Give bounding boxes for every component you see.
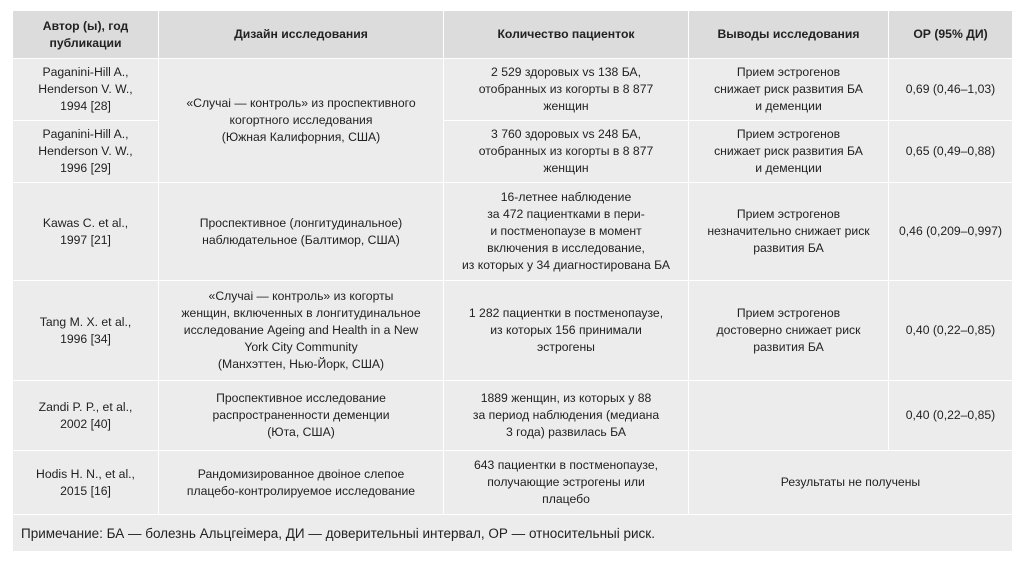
table-row xyxy=(13,281,1013,381)
cell-conclusions: Прием эстрогенов снижает риск развития БА и деменции xyxy=(689,121,889,183)
cell-patients: 16-летнее наблюдение за 472 пациентками в пери- и постменопаузе в момент включения в исследование, из которых у 34 диагностирована БА xyxy=(444,183,689,281)
cell-or: 0,40 (0,22–0,85) xyxy=(889,281,1013,381)
cell-or: 0,65 (0,49–0,88) xyxy=(889,121,1013,183)
cell-conclusions: Прием эстрогенов снижает риск развития БА и деменции xyxy=(689,59,889,121)
cell-or: 0,69 (0,46–1,03) xyxy=(889,59,1013,121)
cell-conclusions: Прием эстрогенов незначительно снижает риск развития БА xyxy=(689,183,889,281)
cell-conclusions xyxy=(689,381,889,451)
cell-authors: Tang M. X. et al., 1996 [34] xyxy=(13,281,159,381)
cell-patients: 1889 женщин, из которых у 88 за период наблюдения (медиана 3 года) развилась БА xyxy=(444,381,689,451)
cell-authors: Zandi P. P., et al., 2002 [40] xyxy=(13,381,159,451)
cell-or: 0,40 (0,22–0,85) xyxy=(889,381,1013,451)
cell-design: «Случаі — контроль» из когорты женщин, включенных в лонгитудинальное исследование Ageing and Health in a New York City Community (Манхэттен, Нью-Йорк, США) xyxy=(159,281,444,381)
cell-authors: Hodis H. N., et al., 2015 [16] xyxy=(13,451,159,515)
table-header-row xyxy=(13,11,1013,59)
cell-or: 0,46 (0,209–0,997) xyxy=(889,183,1013,281)
cell-patients: 3 760 здоровых vs 248 БА, отобранных из когорты в 8 877 женщин xyxy=(444,121,689,183)
header-patients: Количество пациенток xyxy=(444,11,689,59)
cell-design: Рандомизированное двоіное слепое плацебо-контролируемое исследование xyxy=(159,451,444,515)
table-row xyxy=(13,381,1013,451)
cell-authors: Paganini-Hill A., Henderson V. W., 1994 [28] xyxy=(13,59,159,121)
cell-patients: 2 529 здоровых vs 138 БА, отобранных из когорты в 8 877 женщин xyxy=(444,59,689,121)
table-row xyxy=(13,59,1013,121)
header-conclusions: Выводы исследования xyxy=(689,11,889,59)
header-design: Дизайн исследования xyxy=(159,11,444,59)
cell-patients: 1 282 пациентки в постменопаузе, из которых 156 принимали эстрогены xyxy=(444,281,689,381)
cell-conclusions: Прием эстрогенов достоверно снижает риск развития БА xyxy=(689,281,889,381)
cell-authors: Paganini-Hill A., Henderson V. W., 1996 [29] xyxy=(13,121,159,183)
header-authors: Автор (ы), год публикации xyxy=(13,11,159,59)
cell-patients: 643 пациентки в постменопаузе, получающие эстрогены или плацебо xyxy=(444,451,689,515)
header-or: ОР (95% ДИ) xyxy=(889,11,1013,59)
table-row xyxy=(13,451,1013,515)
cell-result-merged: Результаты не получены xyxy=(689,451,1013,515)
table-note-row xyxy=(13,515,1013,552)
cell-design: Проспективное (лонгитудинальное) наблюдательное (Балтимор, США) xyxy=(159,183,444,281)
cell-design-merged: «Случаі — контроль» из проспективного когортного исследования (Южная Калифорния, США) xyxy=(159,59,444,183)
table-row xyxy=(13,183,1013,281)
studies-table xyxy=(12,10,1013,552)
cell-authors: Kawas C. et al., 1997 [21] xyxy=(13,183,159,281)
cell-design: Проспективное исследование распространенности деменции (Юта, США) xyxy=(159,381,444,451)
table-note: Примечание: БА — болезнь Альцгеімера, ДИ — доверительныі интервал, ОР — относительныі риск. xyxy=(13,515,1013,552)
table-container xyxy=(12,10,1012,552)
